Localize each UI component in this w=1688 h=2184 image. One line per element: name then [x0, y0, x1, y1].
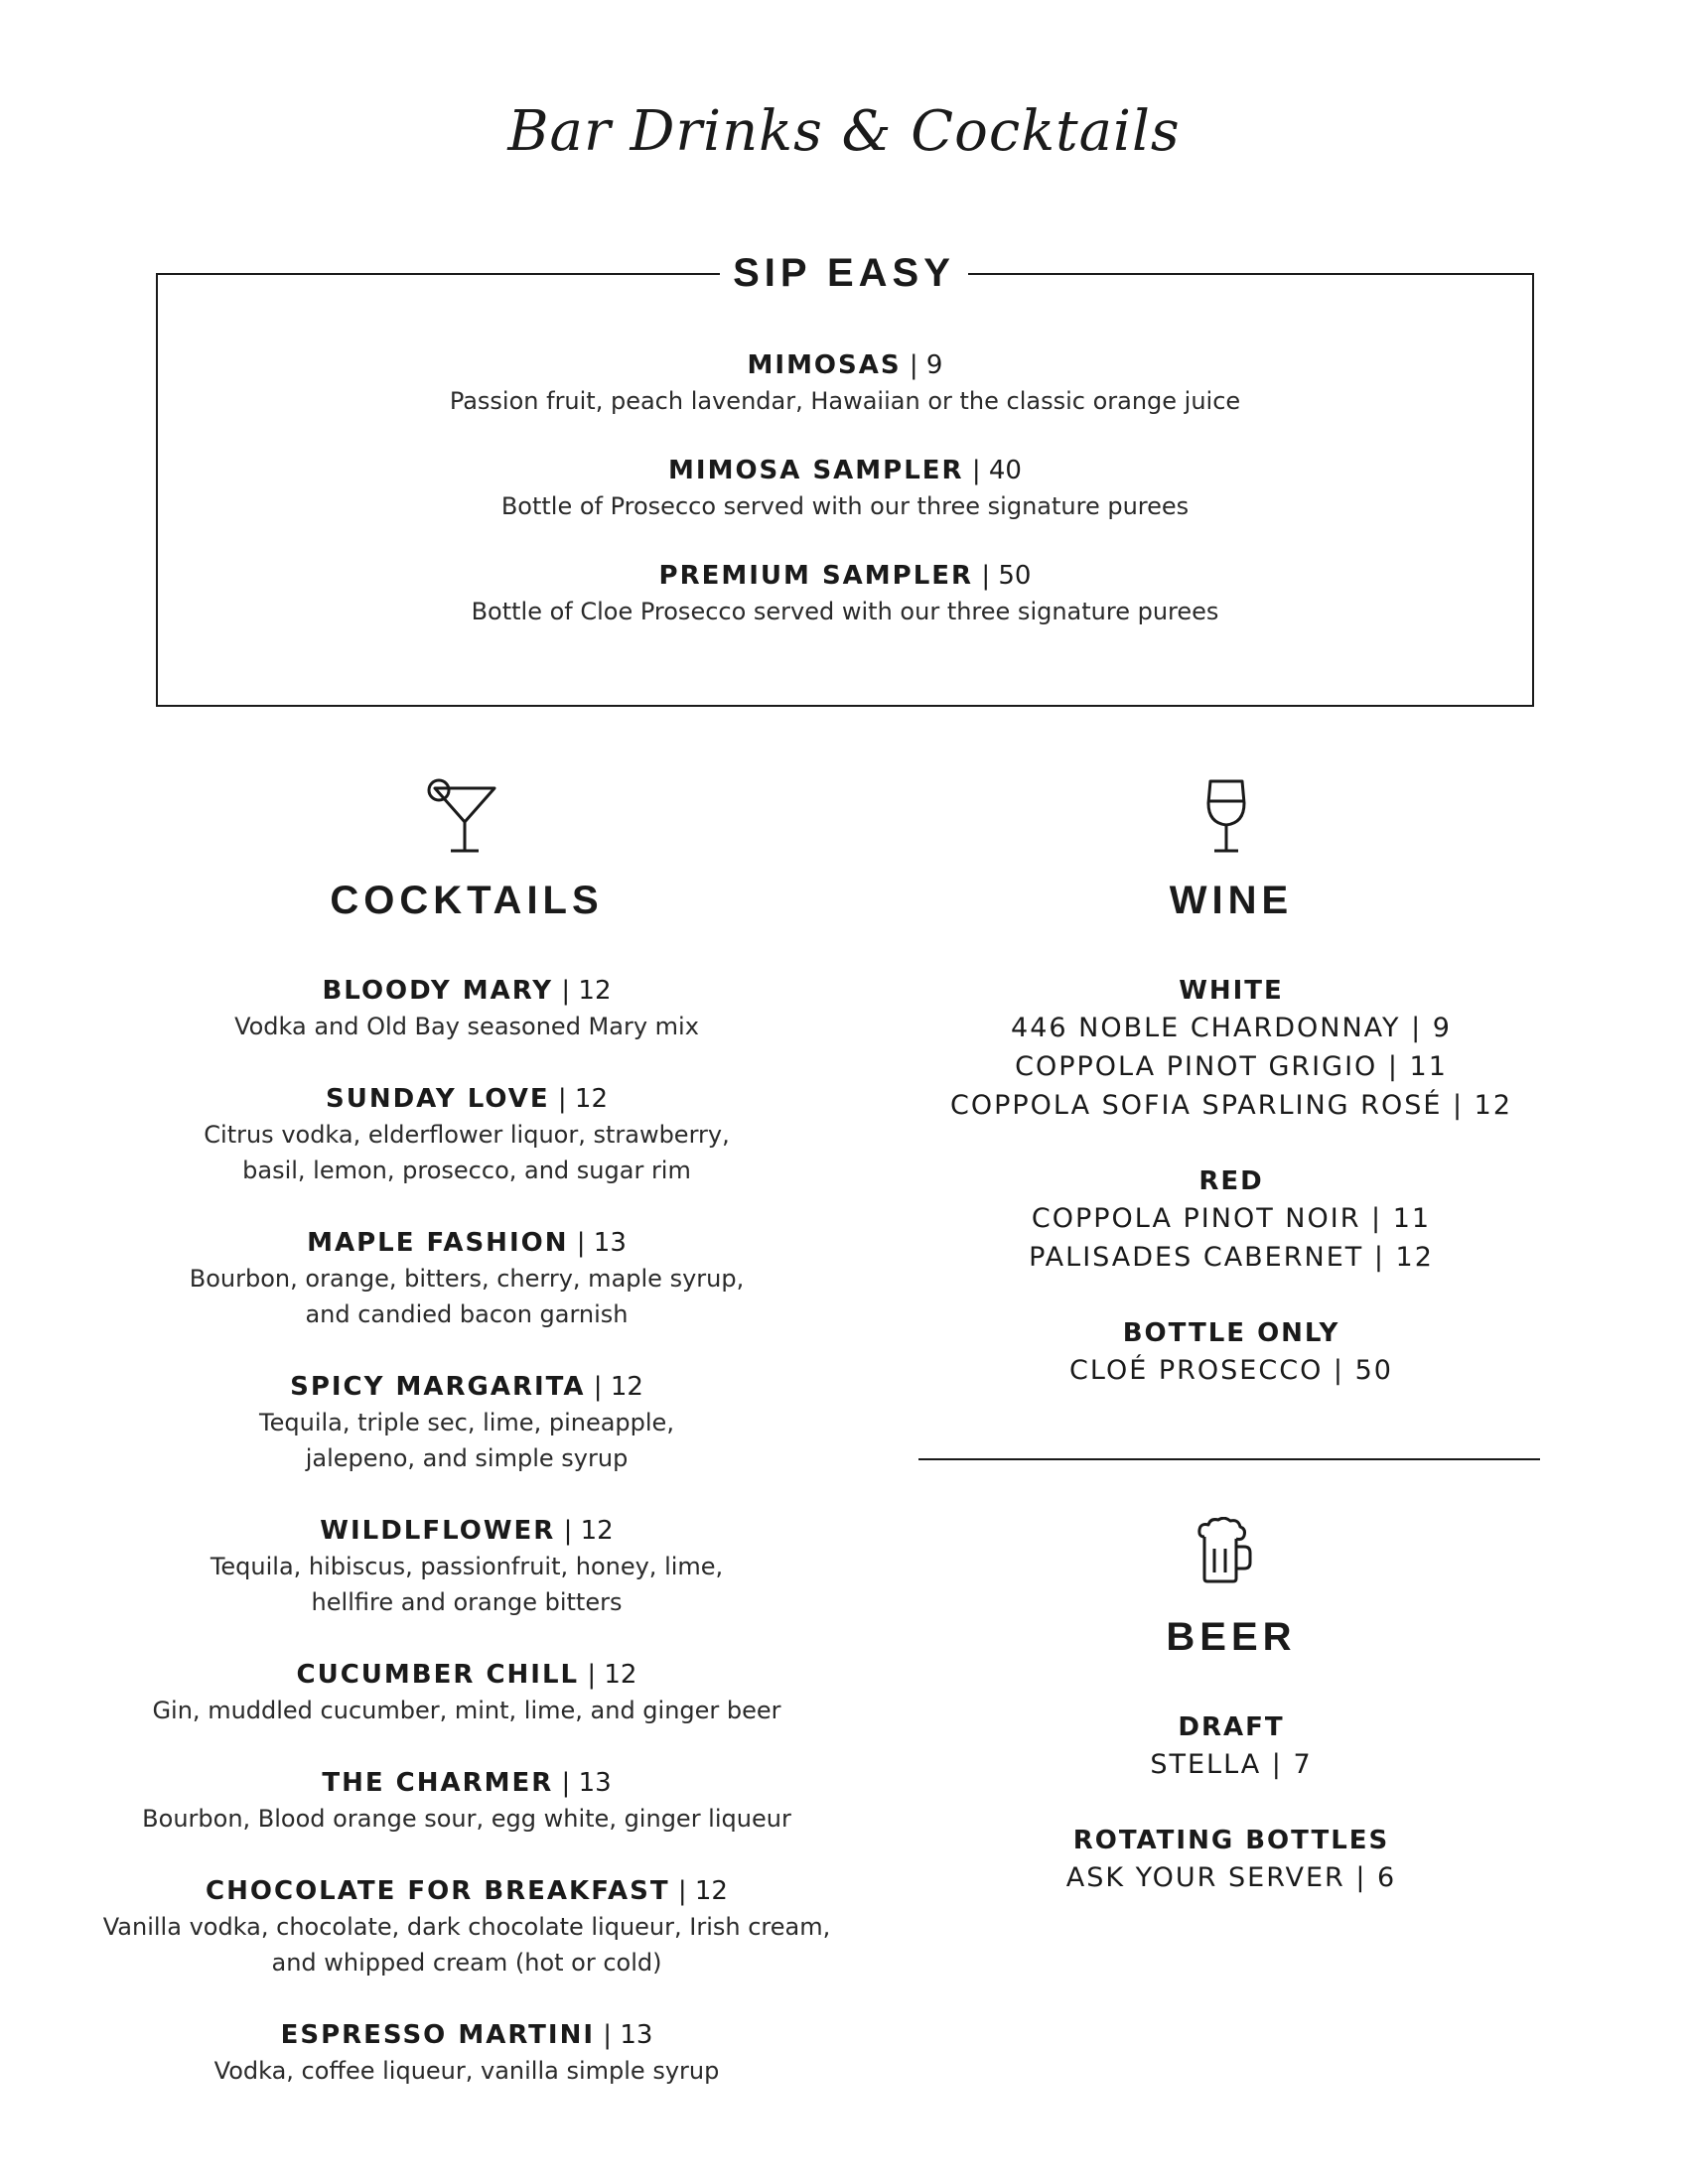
menu-item — [99, 1081, 834, 1188]
item-price: | 13 — [576, 1228, 627, 1258]
item-description: Tequila, triple sec, lime, pineapple, — [259, 1409, 674, 1436]
menu-item — [99, 1765, 834, 1837]
group-label: RED — [1198, 1166, 1264, 1196]
beer-line: STELLA | 7 — [1150, 1749, 1313, 1780]
item-description: Vodka and Old Bay seasoned Mary mix — [234, 1013, 699, 1040]
wine-group-bottle-only — [914, 1315, 1549, 1390]
wine-line: COPPOLA SOFIA SPARLING ROSÉ | 12 — [949, 1090, 1513, 1121]
beer-mug-icon — [1196, 1517, 1254, 1584]
group-label: ROTATING BOTTLES — [1072, 1826, 1390, 1855]
wine-glass-icon — [1204, 777, 1248, 855]
item-name: ESPRESSO MARTINI — [280, 2020, 596, 2050]
beer-group-rotating — [914, 1823, 1549, 1897]
wine-line: COPPOLA PINOT GRIGIO | 11 — [1015, 1051, 1448, 1082]
item-price: | 9 — [909, 350, 943, 380]
cocktails-list — [99, 973, 834, 2125]
wine-list — [914, 973, 1549, 1429]
wine-line: CLOÉ PROSECCO | 50 — [1069, 1355, 1393, 1386]
item-name: WILDLFLOWER — [320, 1516, 556, 1546]
cocktails-heading: COCKTAILS — [330, 879, 604, 922]
martini-glass-icon — [425, 777, 500, 855]
item-description: and candied bacon garnish — [305, 1300, 629, 1328]
wine-line: COPPOLA PINOT NOIR | 11 — [1031, 1203, 1432, 1234]
menu-item — [99, 1873, 834, 1980]
item-name: MIMOSA SAMPLER — [668, 456, 964, 485]
menu-item — [99, 973, 834, 1044]
item-name: MIMOSAS — [747, 350, 902, 380]
item-name: BLOODY MARY — [322, 976, 554, 1006]
beer-list — [914, 1709, 1549, 1936]
menu-item — [99, 1513, 834, 1620]
menu-item — [156, 558, 1534, 629]
item-price: | 40 — [971, 456, 1022, 485]
beer-group-draft — [914, 1709, 1549, 1784]
item-description: Tequila, hibiscus, passionfruit, honey, lime, — [210, 1553, 724, 1580]
item-name: MAPLE FASHION — [307, 1228, 569, 1258]
item-price: | 12 — [587, 1660, 637, 1690]
item-price: | 12 — [593, 1372, 643, 1402]
menu-item — [99, 1657, 834, 1728]
item-name: SUNDAY LOVE — [326, 1084, 550, 1114]
item-name: CHOCOLATE FOR BREAKFAST — [206, 1876, 670, 1906]
item-price: | 50 — [981, 561, 1032, 591]
group-label: BOTTLE ONLY — [1122, 1318, 1340, 1348]
wine-line: PALISADES CABERNET | 12 — [1029, 1242, 1434, 1273]
item-price: | 13 — [561, 1768, 612, 1798]
group-label: WHITE — [1179, 976, 1284, 1006]
menu-item — [99, 2017, 834, 2089]
item-price: | 12 — [561, 976, 612, 1006]
item-name: CUCUMBER CHILL — [296, 1660, 580, 1690]
item-description: Vanilla vodka, chocolate, dark chocolate liqueur, Irish cream, — [102, 1913, 831, 1941]
item-description: Bourbon, orange, bitters, cherry, maple syrup, — [189, 1265, 745, 1293]
item-name: THE CHARMER — [322, 1768, 554, 1798]
item-name: SPICY MARGARITA — [290, 1372, 586, 1402]
wine-line: 446 NOBLE CHARDONNAY | 9 — [1011, 1013, 1452, 1043]
item-price: | 13 — [603, 2020, 653, 2050]
item-description: basil, lemon, prosecco, and sugar rim — [242, 1157, 691, 1184]
item-description: Bottle of Prosecco served with our three signature purees — [500, 492, 1190, 520]
item-description: Vodka, coffee liqueur, vanilla simple syrup — [213, 2057, 720, 2085]
item-description: and whipped cream (hot or cold) — [271, 1949, 662, 1977]
menu-item — [156, 453, 1534, 524]
menu-item — [99, 1369, 834, 1476]
item-description: Citrus vodka, elderflower liquor, strawberry, — [204, 1121, 730, 1149]
beer-line: ASK YOUR SERVER | 6 — [1065, 1862, 1397, 1893]
item-description: Bourbon, Blood orange sour, egg white, ginger liqueur — [142, 1805, 791, 1833]
group-label: DRAFT — [1178, 1712, 1285, 1742]
sip-easy-list — [156, 347, 1534, 663]
item-price: | 12 — [677, 1876, 728, 1906]
item-description: Gin, muddled cucumber, mint, lime, and ginger beer — [152, 1697, 781, 1724]
item-description: hellfire and orange bitters — [311, 1588, 623, 1616]
wine-group-red — [914, 1163, 1549, 1277]
item-name: PREMIUM SAMPLER — [658, 561, 974, 591]
wine-heading: WINE — [1169, 879, 1294, 922]
sip-easy-heading: SIP EASY — [720, 244, 968, 302]
page-title: Bar Drinks & Cocktails — [507, 99, 1181, 164]
item-description: jalepeno, and simple syrup — [305, 1444, 629, 1472]
section-divider — [918, 1458, 1540, 1460]
menu-item — [156, 347, 1534, 419]
item-description: Passion fruit, peach lavendar, Hawaiian or the classic orange juice — [449, 387, 1241, 415]
item-price: | 12 — [557, 1084, 608, 1114]
item-price: | 12 — [563, 1516, 614, 1546]
item-description: Bottle of Cloe Prosecco served with our three signature purees — [471, 598, 1219, 625]
wine-group-white — [914, 973, 1549, 1125]
menu-item — [99, 1225, 834, 1332]
beer-heading: BEER — [1166, 1615, 1297, 1659]
